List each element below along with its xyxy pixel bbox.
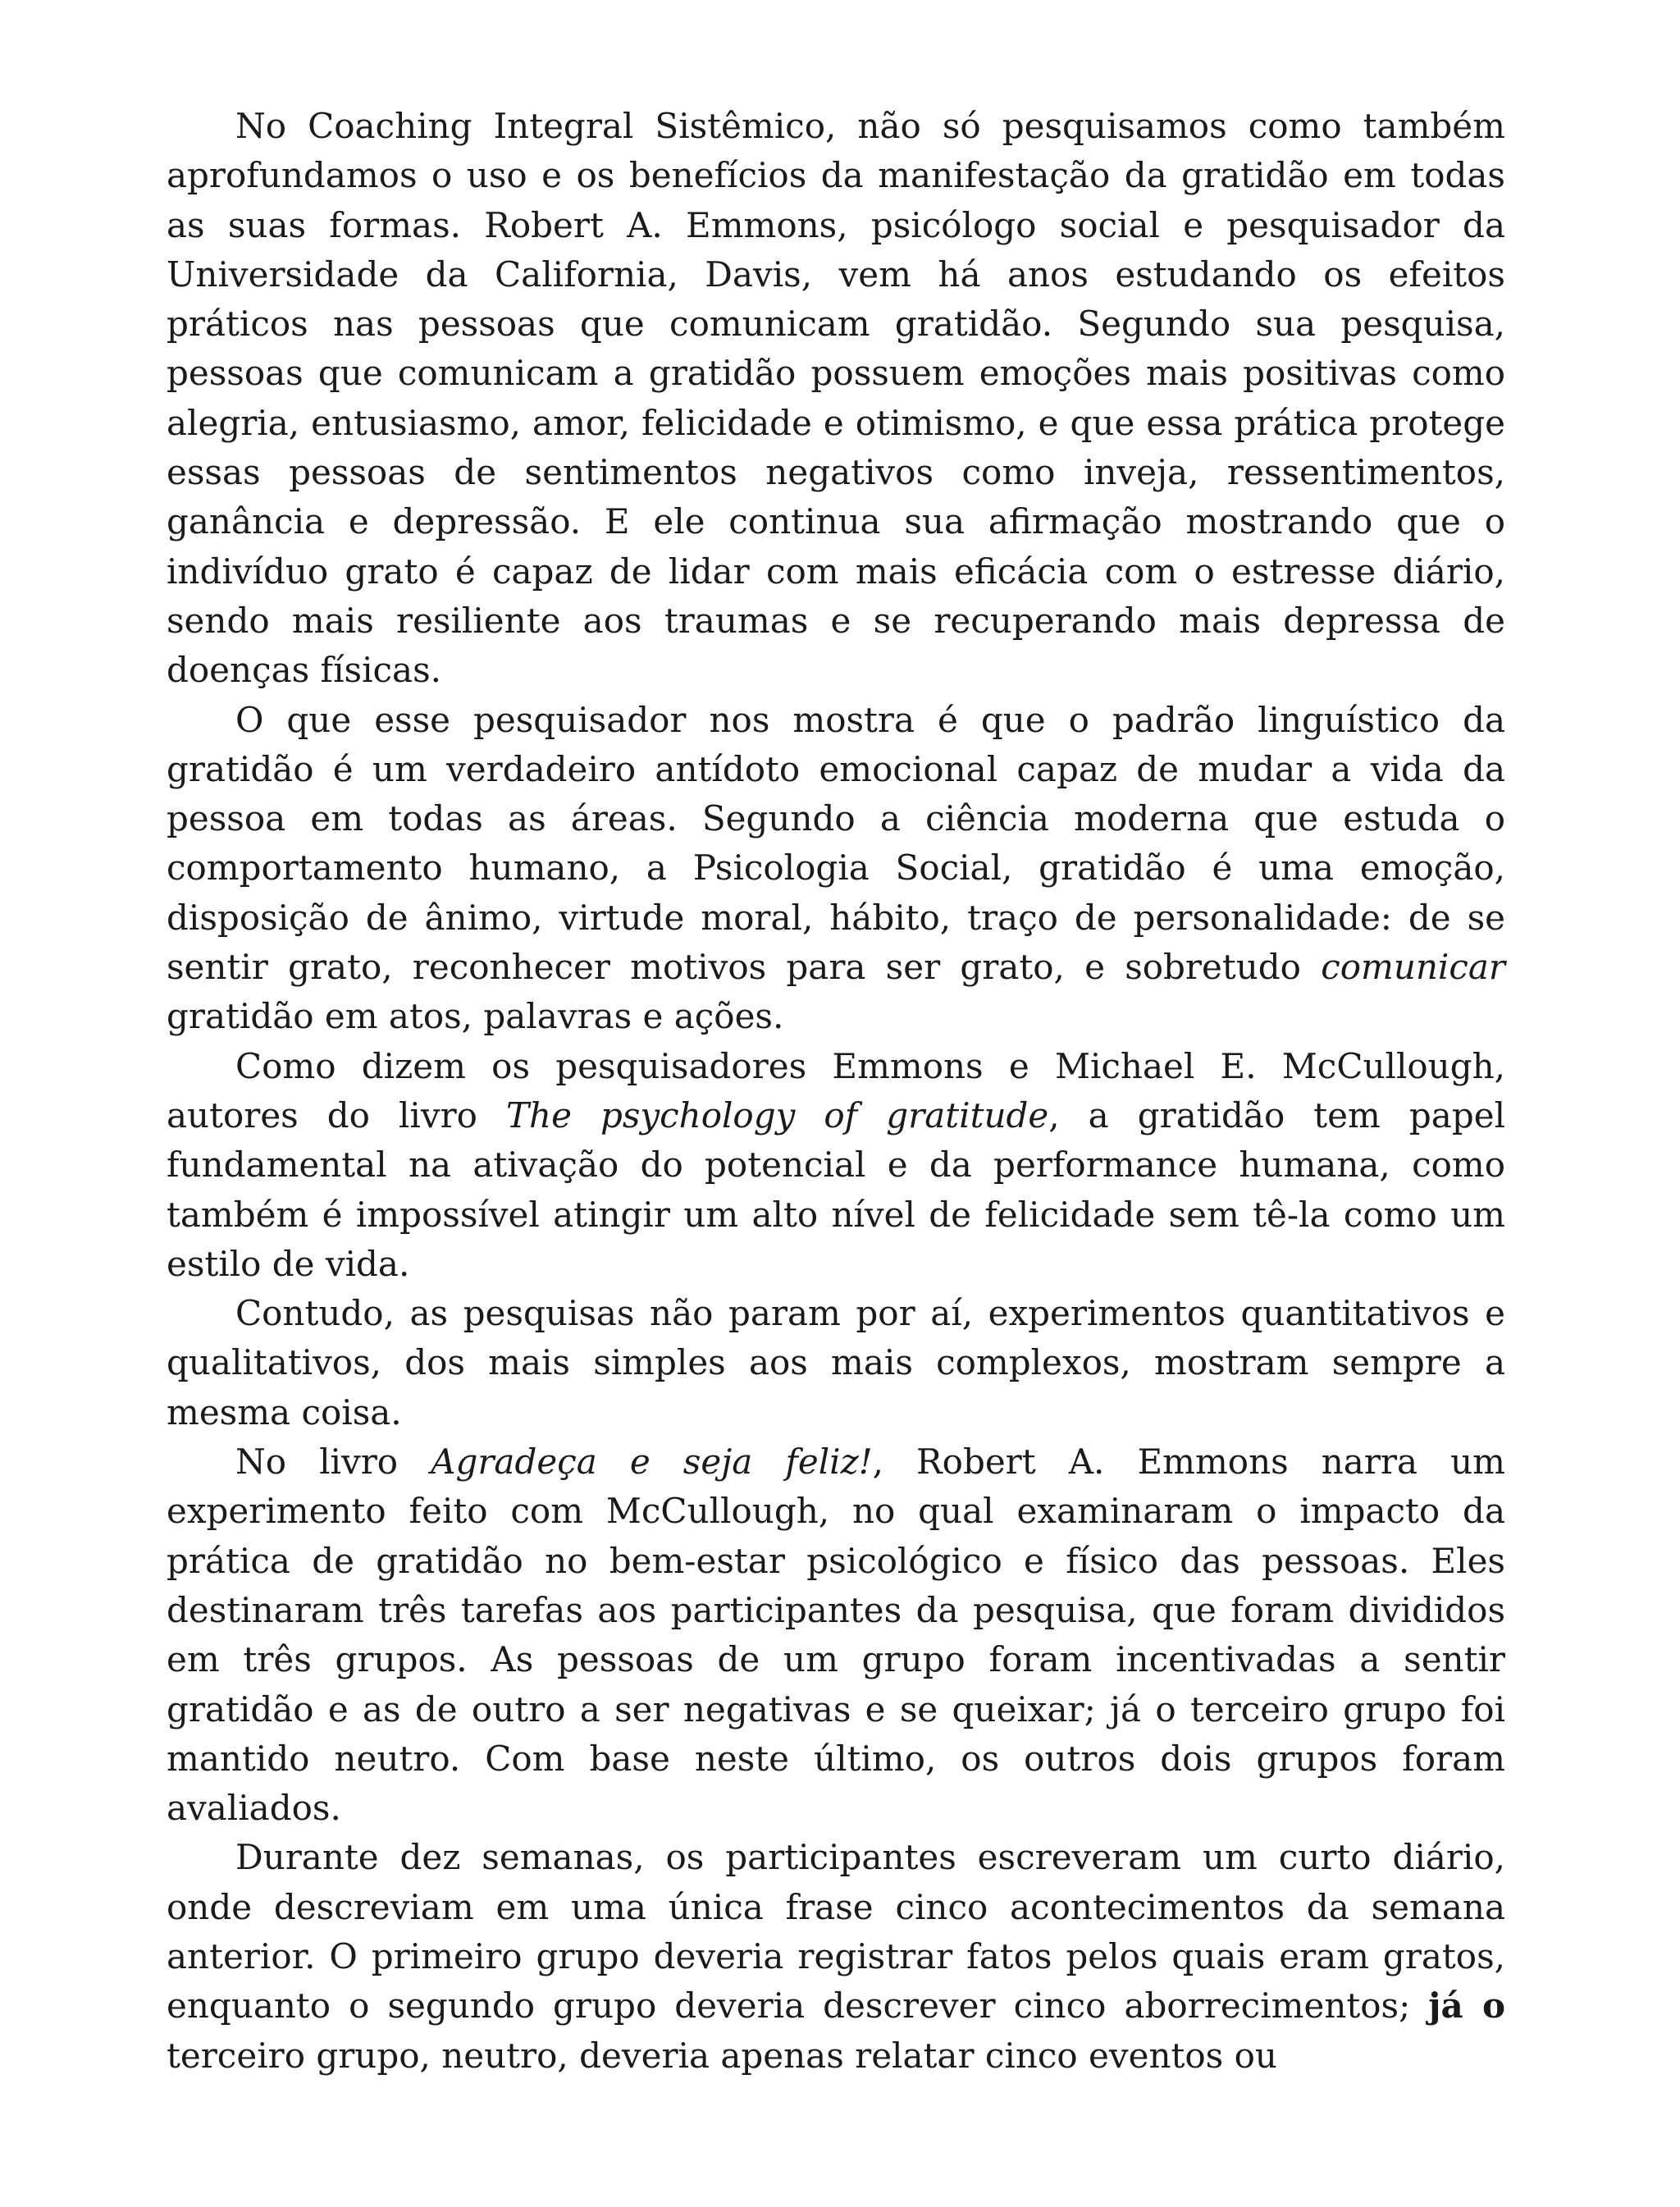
text-segment: terceiro grupo, neutro, deveria apenas relatar cinco eventos ou: [167, 2035, 1277, 2076]
text-segment: gratidão em atos, palavras e ações.: [167, 996, 784, 1037]
text-segment: No Coaching Integral Sistêmico, não só pesquisamos como também aprofundamos o uso e os benefícios da manifestação da gratidão em todas as suas formas. Robert A. Emmons, psicólogo social e pesquisador da Universidade da California, Davis, vem há anos estudando os efeitos práticos nas pessoas que comunicam gratidão. Segundo sua pesquisa, pessoas que comunicam a gratidão possuem emoções mais positivas como alegria, entusiasmo, amor, felicidade e otimismo, e que essa prática protege essas pessoas de sentimentos negativos como inveja, ressentimentos, ganância e depressão. E ele continua sua afirmação mostrando que o indivíduo grato é capaz de lidar com mais eficácia com o estresse diário, sendo mais resiliente aos traumas e se recuperando mais depressa de doenças físicas.: [167, 106, 1505, 691]
document-page: [167, 102, 1505, 2081]
text-segment: No livro: [235, 1442, 431, 1483]
paragraph: [167, 696, 1505, 1042]
paragraph: [167, 1833, 1505, 2080]
paragraph: [167, 1437, 1505, 1833]
paragraph: [167, 1042, 1505, 1289]
paragraph: [167, 1289, 1505, 1437]
paragraph: [167, 102, 1505, 696]
book-title-italic: Agradeça e seja feliz!: [431, 1442, 873, 1483]
text-segment: Como dizem os pesquisadores Emmons e Michael E. McCullough, autores do livro: [167, 1045, 1505, 1135]
text-segment: , Robert A. Emmons narra um experimento feito com McCullough, no qual examinaram o impacto da prática de gratidão no bem-estar psicológico e físico das pessoas. Eles destinaram três tarefas aos participantes da pesquisa, que foram divididos em três grupos. As pessoas de um grupo foram incentivadas a sentir gratidão e as de outro a ser negativas e se queixar; já o terceiro grupo foi mantido neutro. Com base neste último, os outros dois grupos foram avaliados.: [167, 1442, 1505, 1829]
text-segment: Contudo, as pesquisas não param por aí, experimentos quantitativos e qualitativos, dos mais simples aos mais complexos, mostram sempre a mesma coisa.: [167, 1293, 1505, 1432]
book-title-italic: The psychology of gratitude: [506, 1094, 1049, 1135]
bold-text-segment: já o: [1428, 1985, 1506, 2027]
italic-text-segment: comunicar: [1321, 947, 1505, 988]
text-segment: O que esse pesquisador nos mostra é que o padrão linguístico da gratidão é um verdadeiro antídoto emocional capaz de mudar a vida da pessoa em todas as áreas. Segundo a ciência moderna que estuda o comportamento humano, a Psicologia Social, gratidão é uma emoção, disposição de ânimo, virtude moral, hábito, traço de personalidade: de se sentir grato, reconhecer motivos para ser grato, e sobretudo: [167, 699, 1505, 988]
text-segment: Durante dez semanas, os participantes escreveram um curto diário, onde descreviam em uma única frase cinco acontecimentos da semana anterior. O primeiro grupo deveria registrar fatos pelos quais eram gratos, enquanto o segundo grupo deveria descrever cinco aborrecimentos;: [167, 1837, 1505, 2027]
text-segment: , a gratidão tem papel fundamental na ativação do potencial e da performance humana, como também é impossível atingir um alto nível de felicidade sem tê-la como um estilo de vida.: [167, 1094, 1506, 1284]
